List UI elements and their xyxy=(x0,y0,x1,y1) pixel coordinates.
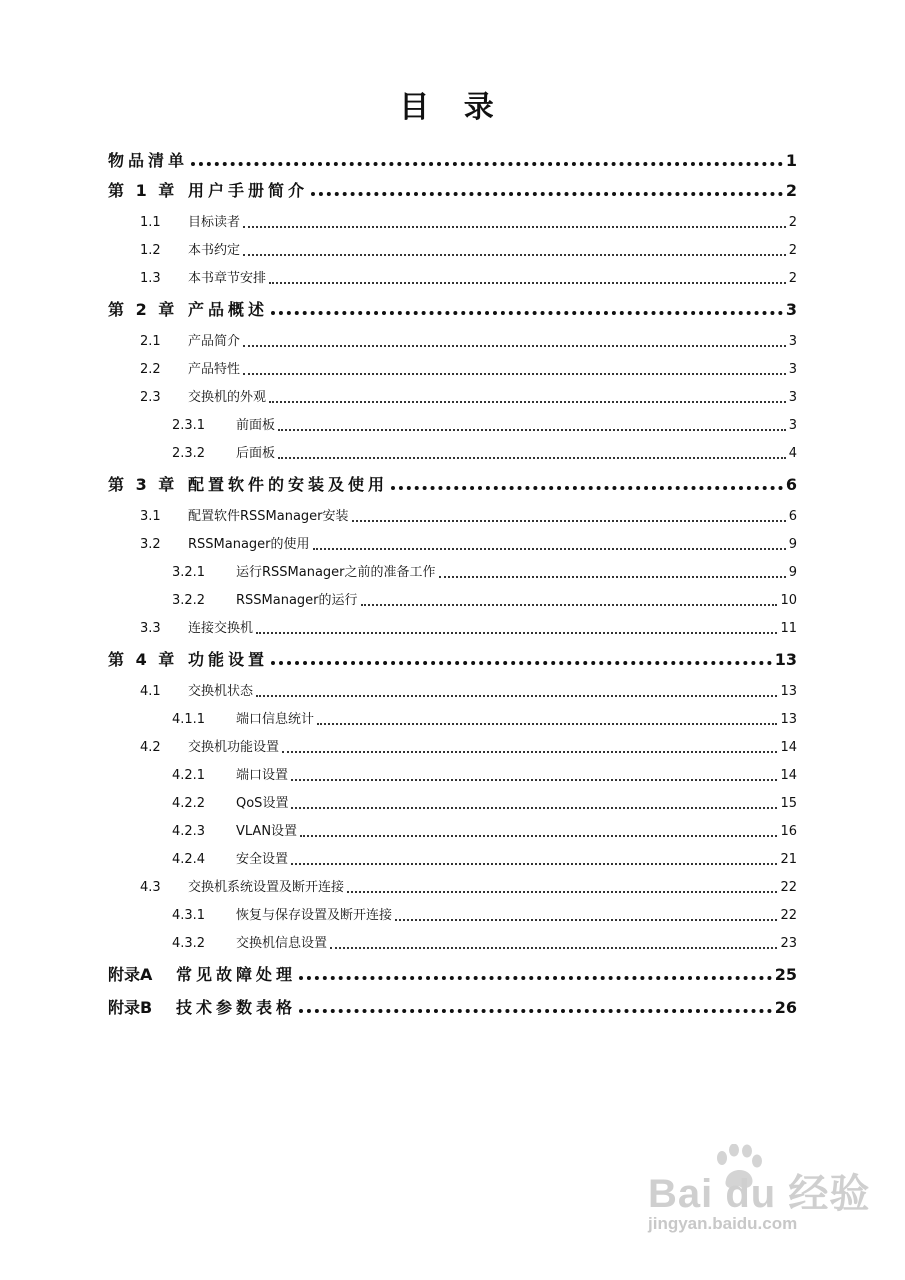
toc-dot-leader xyxy=(311,192,783,196)
toc-entry-number: 4.3.1 xyxy=(172,908,206,923)
toc-section-entry[interactable] xyxy=(108,323,797,351)
toc-dot-leader xyxy=(313,548,786,550)
toc-entry-page: 15 xyxy=(780,796,797,811)
toc-entry-number: 1.1 xyxy=(140,215,161,230)
toc-subsection-entry[interactable] xyxy=(108,925,797,953)
toc-entry-page: 4 xyxy=(788,446,797,461)
toc-entry-number: 1.2 xyxy=(140,243,161,258)
toc-chapter-entry[interactable] xyxy=(108,958,797,986)
toc-chapter-entry[interactable] xyxy=(108,293,797,321)
toc-entry-number: 附录B xyxy=(108,998,153,1017)
toc-dot-leader xyxy=(269,282,786,284)
toc-entry-title: 端口信息统计 xyxy=(236,712,315,727)
toc-dot-leader xyxy=(395,919,777,921)
toc-entry-title: 本书约定 xyxy=(188,243,241,258)
toc-dot-leader xyxy=(243,254,786,256)
toc-entry-number: 2.3.2 xyxy=(172,446,206,461)
watermark-url: jingyan.baidu.com xyxy=(648,1214,798,1233)
toc-entry-number: 2.2 xyxy=(140,362,161,377)
toc-entry-page: 10 xyxy=(780,593,797,608)
toc-entry-page: 1 xyxy=(785,151,797,170)
toc-subsection-entry[interactable] xyxy=(108,785,797,813)
toc-dot-leader xyxy=(391,486,783,490)
toc-entry-page: 14 xyxy=(780,768,797,783)
toc-entry-number: 1.3 xyxy=(140,271,161,286)
toc-dot-leader xyxy=(271,311,783,315)
toc-entry-number: 第 1 章 xyxy=(108,181,178,200)
toc-subsection-entry[interactable] xyxy=(108,582,797,610)
toc-dot-leader xyxy=(243,373,786,375)
toc-entry-page: 3 xyxy=(785,300,797,319)
toc-section-entry[interactable] xyxy=(108,869,797,897)
toc-entry-page: 22 xyxy=(780,908,797,923)
toc-dot-leader xyxy=(278,429,786,431)
toc-entry-page: 3 xyxy=(788,334,797,349)
toc-entry-number: 4.1.1 xyxy=(172,712,206,727)
toc-entry-page: 2 xyxy=(785,181,797,200)
toc-dot-leader xyxy=(291,807,777,809)
toc-entry-page: 22 xyxy=(780,880,797,895)
toc-entry-title: 交换机功能设置 xyxy=(188,740,280,755)
toc-entry-title: 交换机信息设置 xyxy=(236,936,328,951)
toc-entry-number: 4.1 xyxy=(140,684,161,699)
toc-entry-number: 4.3 xyxy=(140,880,161,895)
toc-section-entry[interactable] xyxy=(108,351,797,379)
toc-dot-leader xyxy=(243,345,786,347)
toc-entry-title: 目标读者 xyxy=(188,215,241,230)
toc-entry-number: 3.1 xyxy=(140,509,161,524)
toc-entry-number: 4.2.2 xyxy=(172,796,206,811)
toc-dot-leader xyxy=(256,695,777,697)
toc-dot-leader xyxy=(330,947,777,949)
toc-entry-title: 运行RSSManager之前的准备工作 xyxy=(236,565,436,580)
toc-entry-number: 第 4 章 xyxy=(108,650,178,669)
toc-entry-number: 3.2.1 xyxy=(172,565,206,580)
toc-entry-title: 恢复与保存设置及断开连接 xyxy=(236,908,393,923)
toc-entry-title: 本书章节安排 xyxy=(188,271,267,286)
toc-section-entry[interactable] xyxy=(108,379,797,407)
toc-entry-title: 连接交换机 xyxy=(188,621,254,636)
toc-entry-page: 23 xyxy=(780,936,797,951)
toc-chapter-entry[interactable] xyxy=(108,468,797,496)
toc-entry-title: 交换机系统设置及断开连接 xyxy=(188,880,345,895)
watermark-brand: Bai du 经验 xyxy=(648,1172,871,1216)
toc-chapter-entry[interactable] xyxy=(108,991,797,1019)
toc-entry-number: 2.3 xyxy=(140,390,161,405)
toc-chapter-entry[interactable] xyxy=(108,174,797,202)
toc-entry-page: 26 xyxy=(774,998,797,1017)
toc-section-entry[interactable] xyxy=(108,260,797,288)
toc-entry-page: 13 xyxy=(780,684,797,699)
toc-entry-title: 安全设置 xyxy=(236,852,289,867)
toc-entry-page: 3 xyxy=(788,362,797,377)
toc-dot-leader xyxy=(300,835,777,837)
toc-entry-number: 附录A xyxy=(108,965,153,984)
toc-section-entry[interactable] xyxy=(108,498,797,526)
toc-chapter-entry[interactable] xyxy=(108,643,797,671)
toc-entry-page: 13 xyxy=(780,712,797,727)
toc-entry-page: 2 xyxy=(788,215,797,230)
toc-entry-number: 第 2 章 xyxy=(108,300,178,319)
toc-entry-number: 3.3 xyxy=(140,621,161,636)
toc-dot-leader xyxy=(439,576,786,578)
toc-dot-leader xyxy=(352,520,786,522)
toc-entry-title: 后面板 xyxy=(236,446,276,461)
toc-dot-leader xyxy=(271,661,772,665)
toc-entry-page: 6 xyxy=(788,509,797,524)
toc-entry-number: 3.2.2 xyxy=(172,593,206,608)
toc-subsection-entry[interactable] xyxy=(108,407,797,435)
toc-dot-leader xyxy=(191,162,783,166)
toc-dot-leader xyxy=(278,457,786,459)
toc-entry-number: 第 3 章 xyxy=(108,475,178,494)
toc-entry-number: 4.2.4 xyxy=(172,852,206,867)
toc-entry-page: 2 xyxy=(788,271,797,286)
toc-entry-title: 配置软件的安装及使用 xyxy=(188,475,389,494)
toc-entry-page: 9 xyxy=(788,565,797,580)
toc-section-entry[interactable] xyxy=(108,232,797,260)
toc-dot-leader xyxy=(291,863,777,865)
toc-entry-title: 交换机状态 xyxy=(188,684,254,699)
toc-dot-leader xyxy=(269,401,786,403)
toc-entry-title: 功能设置 xyxy=(188,650,269,669)
toc-entry-title: RSSManager的运行 xyxy=(236,593,358,608)
toc-entry-number: 3.2 xyxy=(140,537,161,552)
toc-subsection-entry[interactable] xyxy=(108,841,797,869)
toc-subsection-entry[interactable] xyxy=(108,435,797,463)
toc-entry-page: 25 xyxy=(774,965,797,984)
toc-dot-leader xyxy=(299,1009,772,1013)
toc-entry-title: 端口设置 xyxy=(236,768,289,783)
toc-subsection-entry[interactable] xyxy=(108,554,797,582)
toc-entry-number: 2.1 xyxy=(140,334,161,349)
toc-entry-title: QoS设置 xyxy=(236,796,289,811)
toc-entry-number: 4.2.3 xyxy=(172,824,206,839)
toc-subsection-entry[interactable] xyxy=(108,701,797,729)
toc-section-entry[interactable] xyxy=(108,729,797,757)
toc-subsection-entry[interactable] xyxy=(108,897,797,925)
toc-dot-leader xyxy=(299,976,772,980)
toc-entry-title: 配置软件RSSManager安装 xyxy=(188,509,349,524)
toc-entry-title: 常见故障处理 xyxy=(176,965,297,984)
toc-section-entry[interactable] xyxy=(108,610,797,638)
toc-entry-page: 13 xyxy=(774,650,797,669)
toc-entry-page: 3 xyxy=(788,390,797,405)
toc-entry-title: 产品简介 xyxy=(188,334,241,349)
toc-entry-number: 2.3.1 xyxy=(172,418,206,433)
page-title: 目 录 xyxy=(399,90,506,125)
toc-entry-page: 6 xyxy=(785,475,797,494)
toc-dot-leader xyxy=(361,604,778,606)
baidu-jingyan-watermark xyxy=(648,1150,871,1250)
toc-entry-page: 3 xyxy=(788,418,797,433)
toc-entry-number: 4.2 xyxy=(140,740,161,755)
toc-entry-number: 4.3.2 xyxy=(172,936,206,951)
toc-entry-title: 技术参数表格 xyxy=(176,998,297,1017)
toc-entry-page: 9 xyxy=(788,537,797,552)
toc-dot-leader xyxy=(347,891,777,893)
toc-dot-leader xyxy=(256,632,777,634)
toc-dot-leader xyxy=(317,723,777,725)
toc-dot-leader xyxy=(243,226,786,228)
toc-entry-page: 2 xyxy=(788,243,797,258)
toc-section-entry[interactable] xyxy=(108,526,797,554)
toc-chapter-entry[interactable] xyxy=(108,144,797,172)
toc-entry-page: 16 xyxy=(780,824,797,839)
toc-entry-title: 用户手册简介 xyxy=(188,181,309,200)
toc-section-entry[interactable] xyxy=(108,204,797,232)
toc-entry-title: 前面板 xyxy=(236,418,276,433)
toc-entry-number: 4.2.1 xyxy=(172,768,206,783)
toc-entry-title: 产品特性 xyxy=(188,362,241,377)
toc-entry-page: 14 xyxy=(780,740,797,755)
toc-subsection-entry[interactable] xyxy=(108,757,797,785)
toc-entry-title: VLAN设置 xyxy=(236,824,298,839)
toc-section-entry[interactable] xyxy=(108,673,797,701)
toc-dot-leader xyxy=(282,751,777,753)
toc-entry-title: RSSManager的使用 xyxy=(188,537,310,552)
toc-entry-page: 11 xyxy=(780,621,797,636)
toc-entry-title: 物品清单 xyxy=(108,151,189,170)
toc-dot-leader xyxy=(291,779,777,781)
toc-entry-page: 21 xyxy=(780,852,797,867)
toc-subsection-entry[interactable] xyxy=(108,813,797,841)
toc-entry-title: 产品概述 xyxy=(188,300,269,319)
toc-entry-title: 交换机的外观 xyxy=(188,390,267,405)
